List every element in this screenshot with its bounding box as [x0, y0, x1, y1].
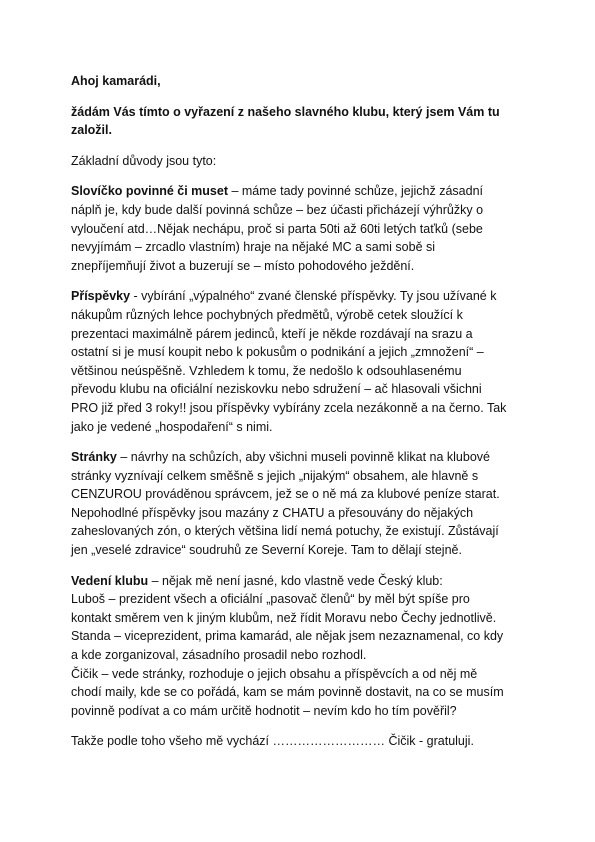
leadership-heading [71, 572, 507, 591]
closing-line: Takže podle toho všeho mě vychází ……………………… Čičik - gratuluji. [71, 734, 474, 749]
section-text: - vybírání „výpalného“ zvané členské příspěvky. Ty jsou užívané k nákupům různých lehce pochybných předmětů, výrobě cetek sloužící k prezentaci maximálně párem jedinců, kteří je někde rozdávají na srazu a ostatní si je musí koupit nebo k pokusům o podnikání a jejich „zmnožení“ – většinou neúspěšně. Vzhledem k tomu, že nedošlo k odsouhlasenému převodu klubu na oficiální neziskovku nebo sdružení – ač hlasovali všichni PRO již před 3 roky!! jsou příspěvky vybírány zcela nezákonně a na černo. Tak jako je vedené „hospodaření“ s nimi. [71, 289, 507, 434]
intro-paragraph: Základní důvody jsou tyto: [71, 153, 217, 168]
request-paragraph: žádám Vás tímto o vyřazení z našeho slavného klubu, který jsem Vám tu založil. [71, 104, 500, 138]
leadership-item-cicik: Čičik – vede stránky, rozhoduje o jejich obsahu a příspěvcích a od něj mě chodí maily, kde se co pořádá, kam se mám povinně dostavit, na co se musím povinně podívat a co mám určitě hodnotit – nevím kdo ho tím pověřil? [71, 666, 504, 718]
section-fees [71, 287, 507, 436]
section-obligation [71, 182, 507, 275]
section-website [71, 448, 507, 560]
section-text: – máme tady povinné schůze, jejichž zásadní náplň je, kdy bude další povinná schůze – bez účasti přicházejí výhrůžky o vyloučení atd…Nějak nechápu, proč si parta 50ti až 60ti letých taťků (sebe nevyjímám – zrcadlo vlastním) hraje na nějaké MC a sami sobě si znepříjemňují život a buzerují se – místo pohodového ježdění. [71, 184, 484, 273]
section-text: – návrhy na schůzích, aby všichni museli povinně klikat na klubové stránky vyznívají celkem směšně s jejich „nijakým“ obsahem, ale hlavně s CENZUROU prováděnou správcem, jež se o ně má za klubové peníze starat. Nepohodlné příspěvky jsou mazány z CHATU a přesouvány do nějakých zaheslovaných zón, o kterých většina lidí nemá potuchy, že existují. Zůstávají jen „veselé zdravice“ soudruhů ze Severní Koreje. Tam to dělají stejně. [71, 450, 500, 558]
section-term: Stránky [71, 450, 117, 465]
section-text: – nějak mě není jasné, kdo vlastně vede Český klub: [148, 573, 443, 588]
section-leadership [71, 572, 507, 721]
section-term: Vedení klubu [71, 573, 149, 588]
leadership-item-standa: Standa – viceprezident, prima kamarád, ale nějak jsem nezaznamenal, co kdy a kde zorganizoval, zásadního prosadil nebo rozhodl. [71, 629, 504, 663]
greeting: Ahoj kamarádi, [71, 74, 161, 88]
section-term: Příspěvky [71, 289, 131, 304]
section-term: Slovíčko povinné či muset [71, 184, 228, 199]
leadership-item-lubos: Luboš – prezident všech a oficiální „pasovač členů“ by měl být spíše pro kontakt směrem ven k jiným klubům, než řídit Moravu nebo Čechy jednotlivě. [71, 592, 497, 625]
